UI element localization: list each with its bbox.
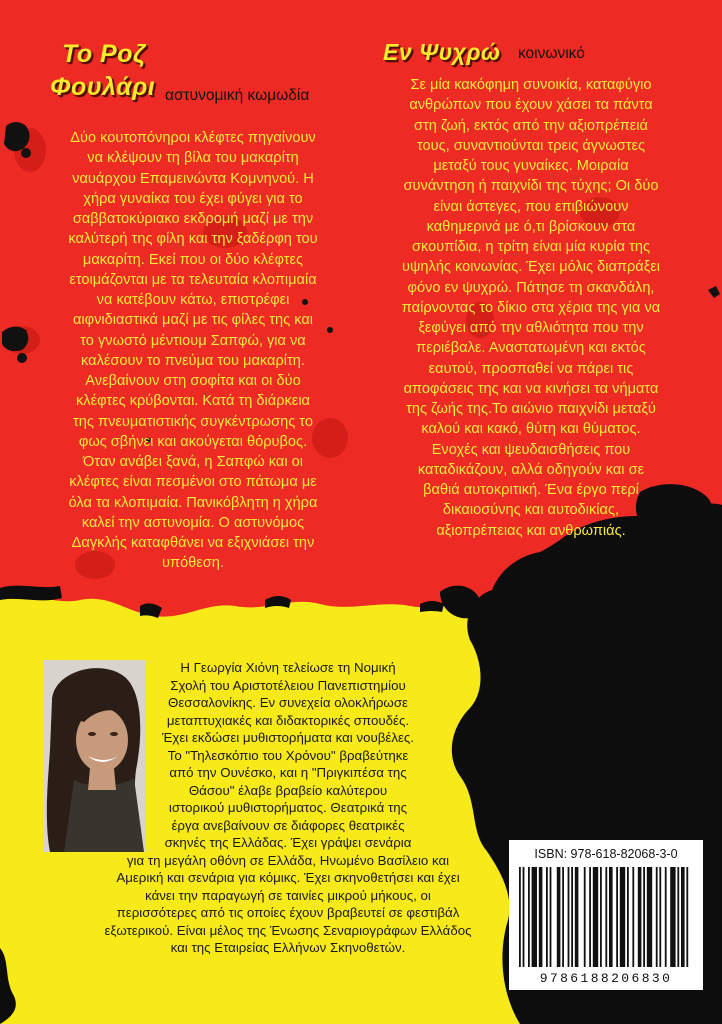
story2-title: Εν Ψυχρώ bbox=[383, 39, 501, 65]
barcode-bar bbox=[670, 867, 675, 967]
barcode-bar bbox=[575, 867, 579, 967]
isbn-label: ISBN: 978-618-82068-3-0 bbox=[534, 847, 678, 861]
story1-text-line: Δαγκλής καταφθάνει να εξιχνιάσει την bbox=[71, 535, 315, 551]
story2-text-line: αποφάσεις της και να κινήσει τα νήματα bbox=[403, 380, 659, 397]
story2-text-line: είναι άστεγες, που επιβιώνουν bbox=[433, 198, 629, 215]
story2-synopsis bbox=[356, 75, 706, 541]
barcode-bar bbox=[609, 867, 613, 967]
story2-genre: κοινωνικό bbox=[518, 45, 585, 62]
story2-text-line: τους, συναντιούνται τρεις άγνωστες bbox=[416, 137, 646, 154]
barcode-bar bbox=[677, 867, 679, 967]
story1-title-line2: Φουλάρι bbox=[50, 73, 156, 101]
story1-text-line: καλύτερή της φίλη και την ξαδέρφη του bbox=[68, 231, 318, 248]
barcode-bar bbox=[665, 867, 667, 967]
story1-text-line: Δύο κουτοπόνηροι κλέφτες πηγαίνουν bbox=[70, 130, 316, 146]
story1-text-line: σαββατοκύριακο εκδρομή μαζί με την bbox=[72, 211, 314, 227]
story1-text-line: όλα τα κλοπιμαία. Πανικόβλητη η χήρα bbox=[68, 494, 318, 511]
story1-text-line: κλέφτες είναι πεσμένοι στο πάτωμα με bbox=[69, 474, 317, 491]
story2-text-line: ανθρώπων που έχουν χάσει τα πάντα bbox=[409, 97, 653, 114]
barcode-bar bbox=[620, 867, 625, 967]
story1-text-line: καλέσουν το πνεύμα του μακαρίτη. bbox=[81, 352, 305, 369]
barcode-bar bbox=[681, 867, 685, 967]
barcode-bar bbox=[605, 867, 607, 967]
story2-text-line: ξεφύγει από την αθλιότητα που την bbox=[418, 320, 644, 336]
barcode-bar bbox=[539, 867, 543, 967]
bio-text-line: Σχολή του Αριστοτέλειου Πανεπιστημίου bbox=[170, 677, 406, 693]
story1-text-line: ναυάρχου Επαμεινώντα Κομνηνού. Η bbox=[72, 170, 314, 187]
isbn-barcode bbox=[509, 840, 703, 990]
story1-text-line: Όταν ανάβει ξανά, η Σαπφώ και οι bbox=[82, 454, 304, 470]
bio-text-line: Η Γεωργία Χιόνη τελείωσε τη Νομική bbox=[180, 660, 396, 675]
barcode-bar bbox=[550, 867, 552, 967]
barcode-bar bbox=[600, 867, 602, 967]
barcode-bar bbox=[571, 867, 573, 967]
barcode-bar bbox=[616, 867, 618, 967]
barcode-bar bbox=[562, 867, 564, 967]
barcode-bar bbox=[638, 867, 642, 967]
bio-text-line: Θάσου" έλαβε βραβείο καλύτερου bbox=[188, 782, 388, 798]
barcode-bar bbox=[643, 867, 645, 967]
story1-genre: αστυνομική κωμωδία bbox=[165, 87, 310, 104]
story2-text-line: στη ζωή, εκτός από την αξιοπρέπειά bbox=[414, 117, 648, 134]
story1-title-line1: Το Ροζ bbox=[62, 40, 146, 68]
story1-text-line: να κατέβουν κάτω, επιστρέφει bbox=[96, 292, 290, 308]
story1-text-line: ετοιμάζονται με τα τελευταία κλοπιμαία bbox=[69, 271, 317, 288]
story1-text-line: να κλέψουν τη βίλα του μακαρίτη bbox=[87, 150, 299, 167]
barcode-bar bbox=[589, 867, 591, 967]
barcode-bar bbox=[593, 867, 598, 967]
story2-text-line: καταδικάζουν, αλλά οδηγούν και σε bbox=[417, 461, 645, 478]
story2-text-line: της ζωής της.Το αιώνιο παιχνίδι μεταξύ bbox=[406, 401, 656, 417]
story1-synopsis bbox=[28, 128, 358, 574]
bio-text-line: κάνει την παραγωγή σε ταινίες μικρού μήκους, οι bbox=[145, 887, 431, 903]
barcode-bars bbox=[517, 867, 695, 971]
barcode-bar bbox=[528, 867, 530, 967]
story2-text-line: σκουπίδια, η τρίτη είναι μία κυρία της bbox=[411, 239, 650, 255]
barcode-bar bbox=[632, 867, 634, 967]
barcode-bar bbox=[659, 867, 661, 967]
barcode-bar bbox=[568, 867, 570, 967]
story2-text-line: φόνο εν ψυχρώ. Πάτησε τη σκανδάλη, bbox=[407, 279, 655, 296]
story2-text-line: καθημερινά με ό,τι βρίσκουν στα bbox=[426, 218, 636, 235]
barcode-bar bbox=[656, 867, 658, 967]
bio-text-line: εξωτερικού. Είναι μέλος της Ένωσης Σεναριογράφων Ελλάδος bbox=[104, 922, 472, 938]
story2-text-line: μεταξύ τους γυναίκες. Μοιραία bbox=[433, 158, 629, 174]
story1-text-line: αιφνιδιαστικά μαζί με τις φίλες της και bbox=[72, 312, 314, 329]
bio-text-line: από την Ουνέσκο, και η "Πριγκιπέσα της bbox=[169, 765, 407, 780]
bio-text-line: ιστορικού μυθιστορήματος. Θεατρικά της bbox=[168, 800, 408, 815]
bio-text-line: Θεσσαλονίκης. Εν συνεχεία ολοκλήρωσε bbox=[168, 695, 408, 710]
bio-text-line: Αμερική και σενάρια για κόμικς. Έχει σκηνοθετήσει και έχει bbox=[116, 870, 460, 885]
story1-text-line: υπόθεση. bbox=[162, 555, 224, 572]
story1-text-line: της πνευματιστικής συγκέντρωσης το bbox=[73, 413, 313, 430]
bio-text-line: μεταπτυχιακές και διδακτορικές σπουδές. bbox=[166, 712, 410, 728]
author-biography bbox=[8, 659, 568, 957]
bio-text-line: για τη μεγάλη οθόνη σε Ελλάδα, Ηνωμένο Βασίλειο και bbox=[126, 852, 450, 868]
story2-text-line: βαθιά αυτοκριτική. Ένα έργο περί bbox=[423, 482, 639, 498]
barcode-bar bbox=[546, 867, 548, 967]
story2-text-line: συνάντηση ή παιχνίδι της τύχης; Οι δύο bbox=[403, 178, 659, 195]
barcode-bar bbox=[532, 867, 537, 967]
bio-text-line: σκηνές της Ελλάδας. Έχει γράψει σενάρια bbox=[164, 835, 412, 850]
story2-text-line: Ενοχές και ψευδαισθήσεις που bbox=[431, 441, 631, 458]
barcode-bar bbox=[557, 867, 561, 967]
story1-text-line: καλεί την αστυνομία. Ο αστυνόμος bbox=[81, 514, 305, 531]
story2-text-line: περιέβαλε. Αναστατωμένη και εκτός bbox=[416, 340, 646, 357]
story2-text-line: δικαιοσύνης και αυτοδικίας, bbox=[442, 502, 620, 519]
story1-text-line: μακαρίτη. Εκεί που οι δύο κλέφτες bbox=[82, 251, 304, 268]
story1-text-line: κλέφτες κρύβονται. Κατά τη διάρκεια bbox=[75, 393, 310, 410]
story1-text-line: το γνωστό μέντιουμ Σαπφώ, για να bbox=[80, 332, 306, 349]
barcode-bar bbox=[627, 867, 629, 967]
story1-text-line: χήρα γυναίκα του έχει φύγει για το bbox=[83, 190, 303, 207]
barcode-bar bbox=[584, 867, 586, 967]
story2-text-line: αξιοπρέπειας και ανθρωπιάς. bbox=[436, 522, 626, 539]
barcode-bar bbox=[686, 867, 688, 967]
story1-text-line: Ανεβαίνουν στη σοφίτα και οι δύο bbox=[85, 373, 301, 389]
bio-text-line: έργα ανεβαίνουν σε διάφορες θεατρικές bbox=[171, 817, 405, 833]
barcode-bar bbox=[523, 867, 525, 967]
story2-text-line: εαυτού, προσπαθεί να πάρει τις bbox=[428, 360, 634, 377]
barcode-bar bbox=[519, 867, 521, 967]
story1-text-line: φως σβήνει και ακούγεται θόρυβος. bbox=[78, 433, 308, 450]
bio-text-line: Έχει εκδώσει μυθιστορήματα και νουβέλες. bbox=[161, 730, 415, 745]
barcode-bar bbox=[647, 867, 652, 967]
story2-text-line: παίρνοντας το δίκιο στα χέρια της για να bbox=[401, 299, 661, 316]
bio-text-line: περισσότερες από τις οποίες έχουν βραβευτεί σε φεστιβάλ bbox=[116, 905, 460, 920]
story2-text-line: Σε μία κακόφημη συνοικία, καταφύγιο bbox=[410, 77, 652, 93]
story2-text-line: καλού και κακό, θύτη και θύματος. bbox=[421, 421, 641, 438]
story2-text-line: υψηλής κοινωνίας. Έχει μόλις διαπράξει bbox=[402, 259, 660, 276]
bio-text-line: Το "Τηλεσκόπιο του Χρόνου" βραβεύτηκε bbox=[167, 747, 409, 763]
barcode-digits: 9786188206830 bbox=[539, 971, 673, 986]
bio-text-line: και της Εταιρείας Ελλήνων Σκηνοθετών. bbox=[170, 940, 406, 955]
